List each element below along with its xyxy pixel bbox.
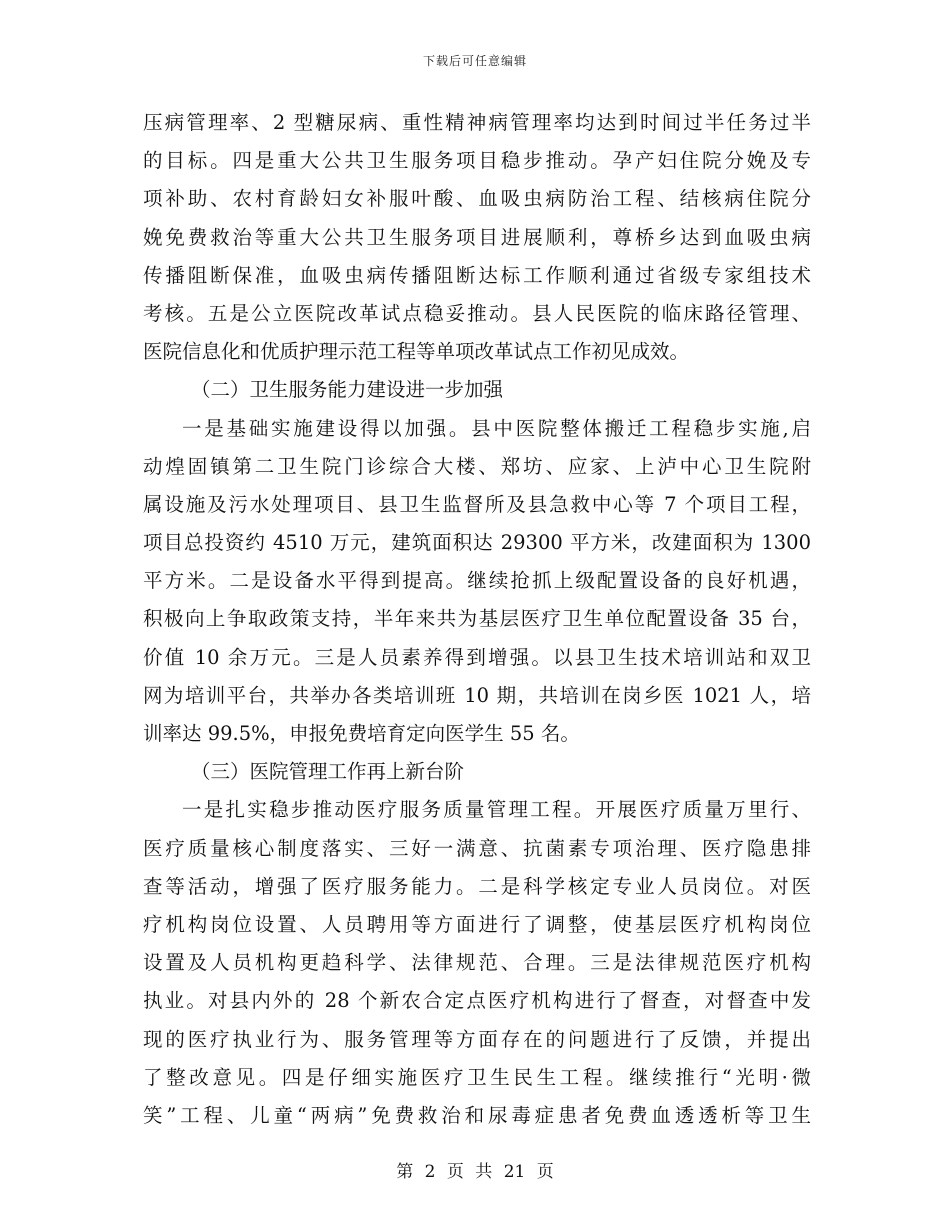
paragraph-line: 医疗质量核心制度落实、三好一满意、抗菌素专项治理、医疗隐患排 <box>143 836 811 860</box>
paragraph-line: 一是基础实施建设得以加强。县中医院整体搬迁工程稳步实施,启 <box>182 416 811 440</box>
paragraph-line: 疗机构岗位设置、人员聘用等方面进行了调整，使基层医疗机构岗位 <box>143 912 811 936</box>
page-header: 下载后可任意编辑 <box>422 54 527 68</box>
paragraph-line: 训率达 99.5%，申报免费培育定向医学生 55 名。 <box>143 722 580 745</box>
paragraph-line: 压病管理率、2 型糖尿病、重性精神病管理率均达到时间过半任务过半 <box>143 111 811 134</box>
paragraph-line: 执业。对县内外的 28 个新农合定点医疗机构进行了督查，对督查中发 <box>143 989 811 1013</box>
paragraph-line: 一是扎实稳步推动医疗服务质量管理工程。开展医疗质量万里行、 <box>182 798 811 822</box>
page-number-footer: 第 2 页 共 21 页 <box>396 1162 554 1182</box>
document-body <box>143 104 811 1135</box>
paragraph-line: 娩免费救治等重大公共卫生服务项目进展顺利，尊桥乡达到血吸虫病 <box>143 225 811 249</box>
paragraph-line: 医院信息化和优质护理示范工程等单项改革试点工作初见成效。 <box>143 340 690 364</box>
paragraph-line: 项目总投资约 4510 万元，建筑面积达 29300 平方米，改建面积为 1300 <box>143 531 811 555</box>
paragraph-line: 网为培训平台，共举办各类培训班 10 期，共培训在岗乡医 1021 人，培 <box>143 683 811 707</box>
section-heading: （三）医院管理工作再上新台阶 <box>191 760 465 784</box>
paragraph-line: 考核。五是公立医院改革试点稳妥推动。县人民医院的临床路径管理、 <box>143 301 811 325</box>
paragraph-line: 了整改意见。四是仔细实施医疗卫生民生工程。继续推行“光明·微 <box>143 1065 811 1089</box>
paragraph-line: 属设施及污水处理项目、县卫生监督所及县急救中心等 7 个项目工程， <box>143 492 811 516</box>
paragraph-line: 平方米。二是设备水平得到提高。继续抢抓上级配置设备的良好机遇， <box>143 569 811 593</box>
paragraph-line: 设置及人员机构更趋科学、法律规范、合理。三是法律规范医疗机构 <box>143 951 811 975</box>
paragraph-line: 查等活动，增强了医疗服务能力。二是科学核定专业人员岗位。对医 <box>143 874 811 898</box>
paragraph-line: 动煌固镇第二卫生院门诊综合大楼、郑坊、应家、上泸中心卫生院附 <box>143 454 811 478</box>
section-heading: （二）卫生服务能力建设进一步加强 <box>191 378 504 402</box>
paragraph-line: 现的医疗执业行为、服务管理等方面存在的问题进行了反馈，并提出 <box>143 1027 811 1051</box>
paragraph-line: 积极向上争取政策支持，半年来共为基层医疗卫生单位配置设备 35 台， <box>143 607 811 631</box>
paragraph-line: 传播阻断保准，血吸虫病传播阻断达标工作顺利通过省级专家组技术 <box>143 263 811 287</box>
paragraph-line: 笑”工程、儿童“两病”免费救治和尿毒症患者免费血透透析等卫生 <box>143 1103 811 1127</box>
paragraph-line: 的目标。四是重大公共卫生服务项目稳步推动。孕产妇住院分娩及专 <box>143 149 811 173</box>
paragraph-line: 价值 10 余万元。三是人员素养得到增强。以县卫生技术培训站和双卫 <box>143 645 811 669</box>
paragraph-line: 项补助、农村育龄妇女补服叶酸、血吸虫病防治工程、结核病住院分 <box>143 187 811 211</box>
